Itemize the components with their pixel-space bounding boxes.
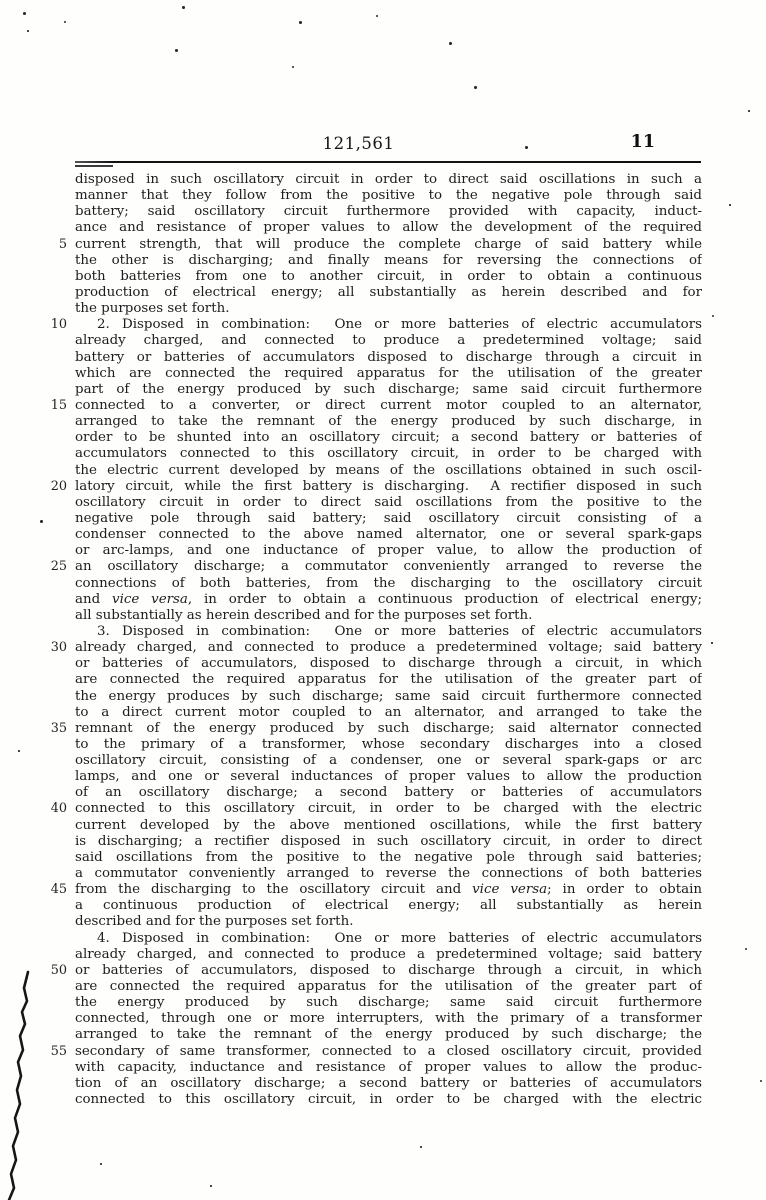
scan-speck: [40, 520, 43, 523]
line-text: a continuous production of electrical energy; all substantially as herein: [75, 898, 702, 914]
text-line: [50, 720, 702, 737]
line-text: of an oscillatory discharge; a second battery or batteries of accumulators: [75, 785, 702, 801]
line-text: which are connected the required apparatus for the utilisation of the greater: [75, 365, 702, 381]
scan-speck: [712, 315, 714, 317]
scan-speck: [64, 21, 66, 23]
scan-speck: [175, 49, 178, 52]
scan-speck: [525, 146, 528, 149]
line-text: oscillatory circuit in order to direct said oscillations from the positive to the: [75, 494, 702, 510]
line-text: oscillatory circuit, consisting of a condenser, one or several spark-gaps or arc: [75, 753, 702, 769]
scan-speck: [748, 110, 750, 112]
text-line: [75, 301, 702, 317]
text-line: [75, 656, 702, 672]
text-line: [75, 624, 702, 640]
text-line: [75, 463, 702, 479]
text-line: [75, 382, 702, 398]
line-text: disposed in such oscillatory circuit in order to direct said oscillations in such a: [75, 172, 702, 187]
margin-line-number: 35: [50, 720, 67, 736]
line-text: are connected the required apparatus for the utilisation of the greater part of: [75, 672, 702, 688]
line-text: negative pole through said battery; said oscillatory circuit consisting of a: [75, 510, 702, 526]
line-text: with capacity, inductance and resistance of proper values to allow the produc-: [75, 1059, 702, 1075]
line-text: is discharging; a rectifier disposed in such oscillatory circuit, in order to direct: [75, 833, 702, 849]
line-text: arranged to take the remnant of the energy produced by such discharge; the: [75, 1027, 702, 1043]
text-line: [75, 608, 702, 624]
text-line: [50, 882, 702, 898]
text-line: [75, 172, 702, 188]
line-text: 4. Disposed in combination: One or more batteries of electric accumulators: [97, 930, 702, 946]
page-tear-mark: [0, 0, 60, 1200]
line-text: already charged, and connected to produce a predetermined voltage; said: [75, 333, 702, 349]
text-line: [75, 931, 702, 947]
scan-speck: [745, 948, 747, 950]
text-line: [75, 818, 702, 834]
line-text: all substantially as herein described and for the purposes set forth.: [75, 607, 533, 623]
line-text: already charged, and connected to produce a predetermined voltage; said battery: [75, 946, 702, 962]
line-text: or batteries of accumulators, disposed to discharge through a circuit, in which: [75, 962, 702, 978]
line-text: battery; said oscillatory circuit furthermore provided with capacity, induct-: [75, 204, 702, 220]
text-line: [75, 914, 702, 930]
line-text: ance and resistance of proper values to allow the development of the required: [75, 220, 702, 236]
scan-speck: [299, 21, 302, 24]
text-line: [75, 737, 702, 753]
line-text: are connected the required apparatus for the utilisation of the greater part of: [75, 979, 702, 995]
text-block: [50, 172, 702, 1108]
line-text: remnant of the energy produced by such discharge; said alternator connected: [75, 720, 702, 736]
line-text: already charged, and connected to produce a predetermined voltage; said battery: [75, 640, 702, 656]
line-text: arranged to take the remnant of the energy produced by such discharge, in: [75, 414, 702, 430]
text-line: [75, 511, 702, 527]
margin-line-number: 15: [50, 397, 67, 413]
line-text: tion of an oscillatory discharge; a second battery or batteries of accumulators: [75, 1075, 702, 1091]
line-text: secondary of same transformer, connected to a closed oscillatory circuit, provided: [75, 1043, 702, 1059]
text-line: [75, 1076, 702, 1092]
line-text: current developed by the above mentioned oscillations, while the first battery: [75, 817, 702, 833]
line-text: to the primary of a transformer, whose secondary discharges into a closed: [75, 736, 702, 752]
line-text: and vice versa, in order to obtain a continuous production of electrical energy;: [75, 591, 702, 607]
text-line: [75, 430, 702, 446]
text-line: [75, 769, 702, 785]
line-text: from the discharging to the oscillatory circuit and vice versa; in order to obtain: [75, 882, 702, 898]
text-line: [75, 543, 702, 559]
text-line: [75, 834, 702, 850]
line-text: a commutator conveniently arranged to reverse the connections of both batteries: [75, 866, 702, 882]
scan-speck: [100, 1163, 102, 1165]
scan-speck: [292, 66, 294, 68]
text-line: [50, 962, 702, 979]
line-text: battery or batteries of accumulators disposed to discharge through a circuit in: [75, 349, 702, 365]
line-text: latory circuit, while the first battery is discharging. A rectifier disposed in such: [75, 478, 702, 494]
text-line: [75, 269, 702, 285]
line-text: condenser connected to the above named alternator, one or several spark-gaps: [75, 527, 702, 543]
line-text: connected to a converter, or direct current motor coupled to an alternator,: [75, 397, 702, 413]
line-text: or arc-lamps, and one inductance of proper value, to allow the production of: [75, 543, 702, 559]
line-text: described and for the purposes set forth.: [75, 914, 354, 930]
line-text: said oscillations from the positive to the negative pole through said batteries;: [75, 849, 702, 865]
text-line: [75, 414, 702, 430]
margin-line-number: 30: [50, 640, 67, 656]
patent-number-heading: 121,561: [322, 134, 395, 153]
text-line: [75, 1011, 702, 1027]
text-line: [75, 995, 702, 1011]
text-line: [75, 947, 702, 963]
text-line: [58, 236, 702, 253]
header-divider-dash: [75, 165, 113, 167]
text-line: [75, 366, 702, 382]
line-text: the purposes set forth.: [75, 301, 230, 317]
text-line: [75, 705, 702, 721]
line-text: the other is discharging; and finally means for reversing the connections of: [75, 252, 702, 268]
text-line: [75, 253, 702, 269]
text-line: [75, 689, 702, 705]
text-line: [75, 979, 702, 995]
line-text: part of the energy produced by such discharge; same said circuit furthermore: [75, 381, 702, 397]
line-text: both batteries from one to another circuit, in order to obtain a continuous: [75, 268, 702, 284]
text-line: [75, 204, 702, 220]
text-line: [50, 397, 702, 414]
scan-speck: [420, 1146, 422, 1148]
text-line: [75, 446, 702, 462]
margin-line-number: 55: [50, 1043, 67, 1059]
line-text: or batteries of accumulators, disposed to discharge through a circuit, in which: [75, 656, 702, 672]
line-text: an oscillatory discharge; a commutator conveniently arranged to reverse the: [75, 559, 702, 575]
scan-speck: [729, 204, 731, 206]
line-text: lamps, and one or several inductances of proper values to allow the production: [75, 769, 702, 785]
text-line: [75, 495, 702, 511]
margin-line-number: 10: [50, 317, 67, 333]
margin-line-number: 45: [50, 882, 67, 898]
text-line: [75, 672, 702, 688]
text-line: [75, 866, 702, 882]
scan-speck: [376, 15, 378, 17]
margin-line-number: 20: [50, 478, 67, 494]
line-text: connected to this oscillatory circuit, in order to be charged with the electric: [75, 801, 702, 817]
text-line: [75, 1060, 702, 1076]
text-line: [75, 188, 702, 204]
margin-line-number: 40: [50, 801, 67, 817]
text-line: [75, 898, 702, 914]
line-text: connections of both batteries, from the discharging to the oscillatory circuit: [75, 575, 702, 591]
line-text: current strength, that will produce the complete charge of said battery while: [75, 236, 702, 252]
scan-speck: [23, 12, 26, 15]
text-line: [75, 785, 702, 801]
text-line: [75, 850, 702, 866]
margin-line-number: 5: [58, 236, 67, 252]
line-text: 3. Disposed in combination: One or more batteries of electric accumulators: [97, 623, 702, 639]
text-line: [75, 1027, 702, 1043]
scan-speck: [449, 42, 452, 45]
text-line: [75, 592, 702, 608]
scan-speck: [760, 1080, 762, 1082]
text-line: [50, 559, 702, 575]
page-number: 11: [630, 132, 655, 152]
line-text: the energy produces by such discharge; same said circuit furthermore connected: [75, 688, 702, 704]
line-text: connected to this oscillatory circuit, in order to be charged with the electric: [75, 1092, 702, 1108]
text-line: [75, 333, 702, 349]
text-line: [75, 1092, 702, 1108]
scan-speck: [182, 6, 185, 9]
scan-speck: [18, 750, 20, 752]
line-text: the electric current developed by means of the oscillations obtained in such oscil-: [75, 462, 702, 478]
line-text: the energy produced by such discharge; same said circuit furthermore: [75, 995, 702, 1011]
line-text: accumulators connected to this oscillatory circuit, in order to be charged with: [75, 446, 702, 462]
margin-line-number: 50: [50, 962, 67, 978]
text-line: [75, 576, 702, 592]
text-line: [75, 220, 702, 236]
text-line: [75, 285, 702, 301]
scan-speck: [27, 30, 29, 32]
line-text: manner that they follow from the positive to the negative pole through said: [75, 188, 702, 204]
text-line: [50, 640, 702, 656]
line-text: to a direct current motor coupled to an alternator, and arranged to take the: [75, 704, 702, 720]
line-text: production of electrical energy; all substantially as herein described and for: [75, 284, 702, 300]
text-line: [50, 478, 702, 495]
text-line: [75, 527, 702, 543]
text-line: [50, 317, 702, 333]
line-text: 2. Disposed in combination: One or more batteries of electric accumulators: [97, 317, 702, 333]
scan-speck: [474, 86, 477, 89]
scan-speck: [210, 1185, 212, 1187]
scan-speck: [711, 642, 713, 644]
text-line: [50, 1043, 702, 1060]
text-line: [75, 753, 702, 769]
text-line: [75, 350, 702, 366]
text-line: [50, 801, 702, 817]
header-divider-rule: [75, 161, 701, 163]
line-text: order to be shunted into an oscillatory circuit; a second battery or batteries of: [75, 430, 702, 446]
margin-line-number: 25: [50, 559, 67, 575]
line-text: connected, through one or more interrupters, with the primary of a transformer: [75, 1011, 702, 1027]
